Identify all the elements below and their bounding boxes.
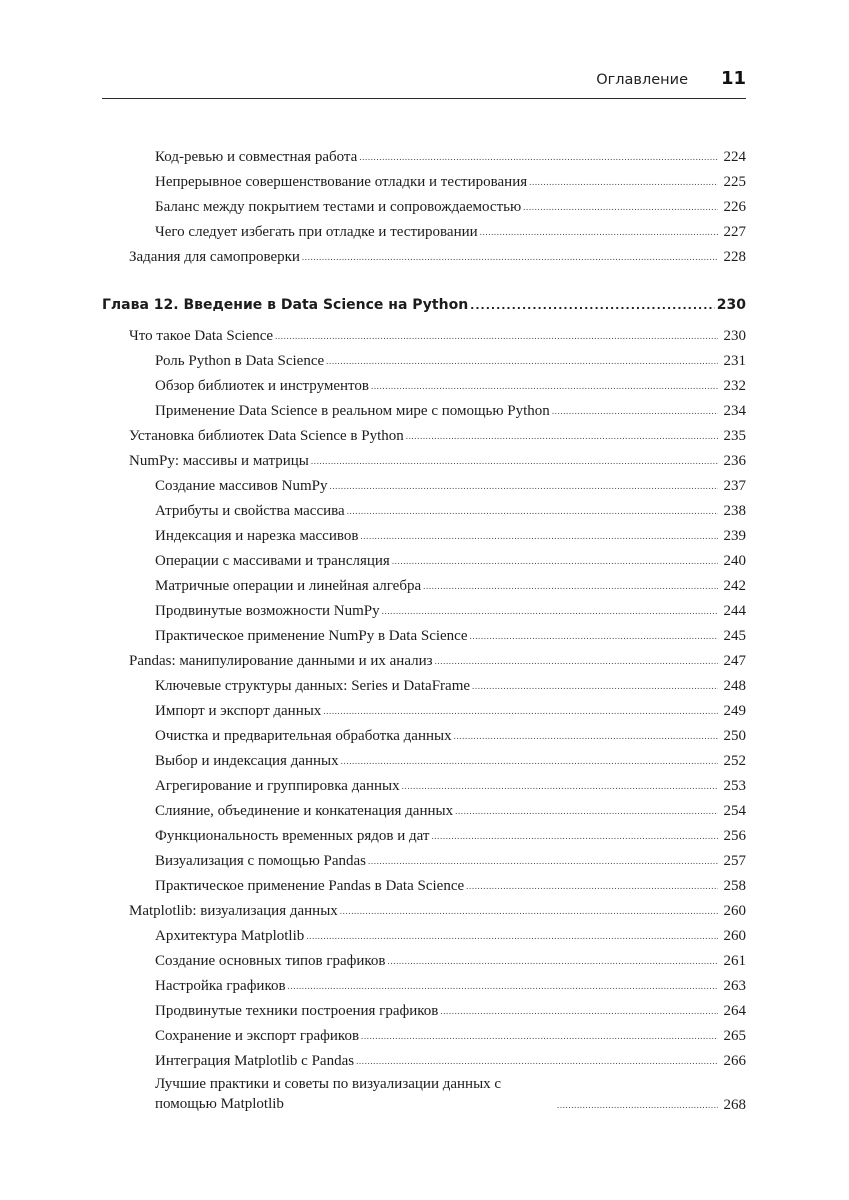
toc-entry-page: 239 bbox=[723, 528, 746, 544]
toc-entry-title: Сохранение и экспорт графиков bbox=[155, 1028, 360, 1044]
running-header-title: Оглавление bbox=[596, 72, 688, 88]
running-header bbox=[102, 66, 746, 99]
toc-entry[interactable] bbox=[102, 470, 746, 495]
toc-entry[interactable] bbox=[102, 945, 746, 970]
toc-entry[interactable] bbox=[102, 645, 746, 670]
dot-leader bbox=[382, 607, 718, 616]
dot-leader bbox=[371, 382, 718, 391]
toc-entry[interactable] bbox=[102, 570, 746, 595]
dot-leader bbox=[392, 557, 718, 566]
toc-entry-page: 247 bbox=[723, 653, 746, 669]
toc-entry[interactable] bbox=[102, 545, 746, 570]
toc-entry-title: Настройка графиков bbox=[155, 978, 286, 994]
dot-leader bbox=[435, 657, 718, 666]
toc-entry[interactable] bbox=[102, 970, 746, 995]
toc-entry-title: Задания для самопроверки bbox=[129, 249, 300, 265]
toc-entry-title: Чего следует избегать при отладке и тестировании bbox=[155, 224, 478, 240]
toc-entry-page: 242 bbox=[723, 578, 746, 594]
toc-entry-title: Функциональность временных рядов и дат bbox=[155, 828, 430, 844]
dot-leader bbox=[368, 857, 718, 866]
toc-entry-title: Создание массивов NumPy bbox=[155, 478, 328, 494]
dot-leader bbox=[361, 1032, 718, 1041]
toc-entry[interactable] bbox=[102, 141, 746, 166]
toc-entry-title: Импорт и экспорт данных bbox=[155, 703, 322, 719]
dot-leader bbox=[406, 432, 718, 441]
toc-entry-page: 260 bbox=[723, 928, 746, 944]
dot-leader bbox=[523, 203, 718, 212]
toc-entry-page: 256 bbox=[723, 828, 746, 844]
toc-entry-title: Применение Data Science в реальном мире с помощью Python bbox=[155, 403, 550, 419]
toc-entry[interactable] bbox=[102, 370, 746, 395]
toc-entry[interactable] bbox=[102, 395, 746, 420]
toc-entry-page: 253 bbox=[723, 778, 746, 794]
toc-entry-title: Непрерывное совершенствование отладки и тестирования bbox=[155, 174, 528, 190]
toc-entry[interactable] bbox=[102, 420, 746, 445]
dot-leader bbox=[340, 907, 718, 916]
toc-entry[interactable] bbox=[102, 166, 746, 191]
dot-leader bbox=[552, 407, 718, 416]
toc-entry[interactable] bbox=[102, 241, 746, 266]
toc-entry-page: 235 bbox=[723, 428, 746, 444]
dot-leader bbox=[388, 957, 718, 966]
dot-leader bbox=[323, 707, 718, 716]
dot-leader bbox=[557, 1101, 718, 1110]
dot-leader bbox=[431, 832, 718, 841]
dot-leader bbox=[470, 632, 719, 641]
toc-entry-title: Визуализация с помощью Pandas bbox=[155, 853, 367, 869]
dot-leader bbox=[529, 178, 718, 187]
dot-leader bbox=[341, 757, 718, 766]
toc-entry[interactable] bbox=[102, 216, 746, 241]
toc-entry-page: 232 bbox=[723, 378, 746, 394]
toc-entry[interactable] bbox=[102, 1070, 746, 1114]
toc-entry-page: 240 bbox=[723, 553, 746, 569]
toc-entry-page: 236 bbox=[723, 453, 746, 469]
toc-entry-title: Продвинутые возможности NumPy bbox=[155, 603, 380, 619]
toc-entry-title: Очистка и предварительная обработка данных bbox=[155, 728, 452, 744]
toc-chapter-title: Глава 12. Введение в Data Science на Python bbox=[102, 297, 469, 313]
toc-entry[interactable] bbox=[102, 320, 746, 345]
toc-entry[interactable] bbox=[102, 870, 746, 895]
toc-entry-page: 264 bbox=[723, 1003, 746, 1019]
dot-leader bbox=[302, 253, 718, 262]
toc-entry-page: 234 bbox=[723, 403, 746, 419]
dot-leader bbox=[275, 332, 718, 341]
toc-entry[interactable] bbox=[102, 745, 746, 770]
dot-leader bbox=[356, 1057, 718, 1066]
toc-entry-page: 258 bbox=[723, 878, 746, 894]
toc-entry[interactable] bbox=[102, 695, 746, 720]
toc-chapter-entry[interactable] bbox=[102, 286, 746, 314]
toc-entry[interactable] bbox=[102, 845, 746, 870]
toc-entry-title: Обзор библиотек и инструментов bbox=[155, 378, 369, 394]
table-of-contents bbox=[102, 141, 746, 1114]
toc-entry[interactable] bbox=[102, 720, 746, 745]
toc-entry[interactable] bbox=[102, 595, 746, 620]
toc-entry[interactable] bbox=[102, 1020, 746, 1045]
toc-entry-title: Практическое применение NumPy в Data Science bbox=[155, 628, 468, 644]
dot-leader bbox=[359, 153, 718, 162]
dot-leader bbox=[455, 807, 718, 816]
dot-leader bbox=[329, 482, 718, 491]
toc-entry-page: 254 bbox=[723, 803, 746, 819]
toc-entry-title: Интеграция Matplotlib с Pandas bbox=[155, 1053, 355, 1069]
toc-entry-page: 248 bbox=[723, 678, 746, 694]
toc-entry-title: Установка библиотек Data Science в Python bbox=[129, 428, 404, 444]
toc-entry-title: Индексация и нарезка массивов bbox=[155, 528, 359, 544]
toc-entry[interactable] bbox=[102, 191, 746, 216]
toc-entry-page: 244 bbox=[723, 603, 746, 619]
toc-entry-page: 266 bbox=[723, 1053, 746, 1069]
toc-entry-title: Код-ревью и совместная работа bbox=[155, 149, 358, 165]
dot-leader bbox=[402, 782, 718, 791]
dot-leader bbox=[326, 357, 718, 366]
toc-entry[interactable] bbox=[102, 895, 746, 920]
toc-entry-title: Продвинутые техники построения графиков bbox=[155, 1003, 439, 1019]
toc-entry-page: 260 bbox=[723, 903, 746, 919]
toc-entry-page: 230 bbox=[723, 328, 746, 344]
toc-entry-page: 249 bbox=[723, 703, 746, 719]
dot-leader bbox=[466, 882, 718, 891]
toc-entry-title: Pandas: манипулирование данными и их анализ bbox=[129, 653, 433, 669]
toc-entry[interactable] bbox=[102, 670, 746, 695]
toc-entry-title: Создание основных типов графиков bbox=[155, 953, 386, 969]
toc-entry-page: 225 bbox=[723, 174, 746, 190]
dot-leader bbox=[470, 300, 715, 311]
toc-entry[interactable] bbox=[102, 445, 746, 470]
toc-entry-title: Архитектура Matplotlib bbox=[155, 928, 305, 944]
toc-entry-title: Слияние, объединение и конкатенация данных bbox=[155, 803, 454, 819]
dot-leader bbox=[306, 932, 718, 941]
toc-entry-page: 224 bbox=[723, 149, 746, 165]
toc-entry-page: 231 bbox=[723, 353, 746, 369]
toc-entry-title: Что такое Data Science bbox=[129, 328, 274, 344]
dot-leader bbox=[440, 1007, 718, 1016]
dot-leader bbox=[423, 582, 718, 591]
toc-entry-title: NumPy: массивы и матрицы bbox=[129, 453, 309, 469]
toc-entry-title: Агрегирование и группировка данных bbox=[155, 778, 400, 794]
toc-entry-page: 268 bbox=[723, 1097, 746, 1113]
dot-leader bbox=[288, 982, 718, 991]
toc-entry-page: 226 bbox=[723, 199, 746, 215]
dot-leader bbox=[360, 532, 718, 541]
dot-leader bbox=[472, 682, 718, 691]
toc-entry-title: Операции с массивами и трансляция bbox=[155, 553, 390, 569]
toc-entry-page: 261 bbox=[723, 953, 746, 969]
toc-entry-title: Атрибуты и свойства массива bbox=[155, 503, 345, 519]
toc-entry-page: 238 bbox=[723, 503, 746, 519]
toc-entry[interactable] bbox=[102, 520, 746, 545]
toc-entry-page: 245 bbox=[723, 628, 746, 644]
dot-leader bbox=[480, 228, 718, 237]
toc-entry[interactable] bbox=[102, 795, 746, 820]
dot-leader bbox=[311, 457, 718, 466]
toc-entry[interactable] bbox=[102, 495, 746, 520]
dot-leader bbox=[454, 732, 718, 741]
toc-entry-page: 265 bbox=[723, 1028, 746, 1044]
toc-entry-title: Выбор и индексация данных bbox=[155, 753, 339, 769]
toc-chapter-page: 230 bbox=[716, 297, 746, 313]
toc-entry-title: Лучшие практики и советы по визуализации данных с помощью Matplotlib bbox=[155, 1076, 502, 1112]
toc-entry-page: 250 bbox=[723, 728, 746, 744]
toc-entry-page: 227 bbox=[723, 224, 746, 240]
page-number: 11 bbox=[720, 68, 746, 89]
toc-entry-page: 252 bbox=[723, 753, 746, 769]
toc-entry-page: 263 bbox=[723, 978, 746, 994]
toc-entry-title: Matplotlib: визуализация данных bbox=[129, 903, 338, 919]
toc-entry[interactable] bbox=[102, 820, 746, 845]
toc-entry[interactable] bbox=[102, 1045, 746, 1070]
toc-entry-title: Матричные операции и линейная алгебра bbox=[155, 578, 422, 594]
toc-entry[interactable] bbox=[102, 620, 746, 645]
dot-leader bbox=[347, 507, 718, 516]
toc-entry[interactable] bbox=[102, 770, 746, 795]
toc-entry-title: Ключевые структуры данных: Series и DataFrame bbox=[155, 678, 471, 694]
toc-entry[interactable] bbox=[102, 995, 746, 1020]
toc-entry-page: 228 bbox=[723, 249, 746, 265]
toc-entry[interactable] bbox=[102, 345, 746, 370]
toc-entry-page: 237 bbox=[723, 478, 746, 494]
toc-entry[interactable] bbox=[102, 920, 746, 945]
toc-entry-title: Роль Python в Data Science bbox=[155, 353, 325, 369]
toc-entry-title: Баланс между покрытием тестами и сопровождаемостью bbox=[155, 199, 522, 215]
toc-entry-title: Практическое применение Pandas в Data Science bbox=[155, 878, 465, 894]
toc-entry-page: 257 bbox=[723, 853, 746, 869]
